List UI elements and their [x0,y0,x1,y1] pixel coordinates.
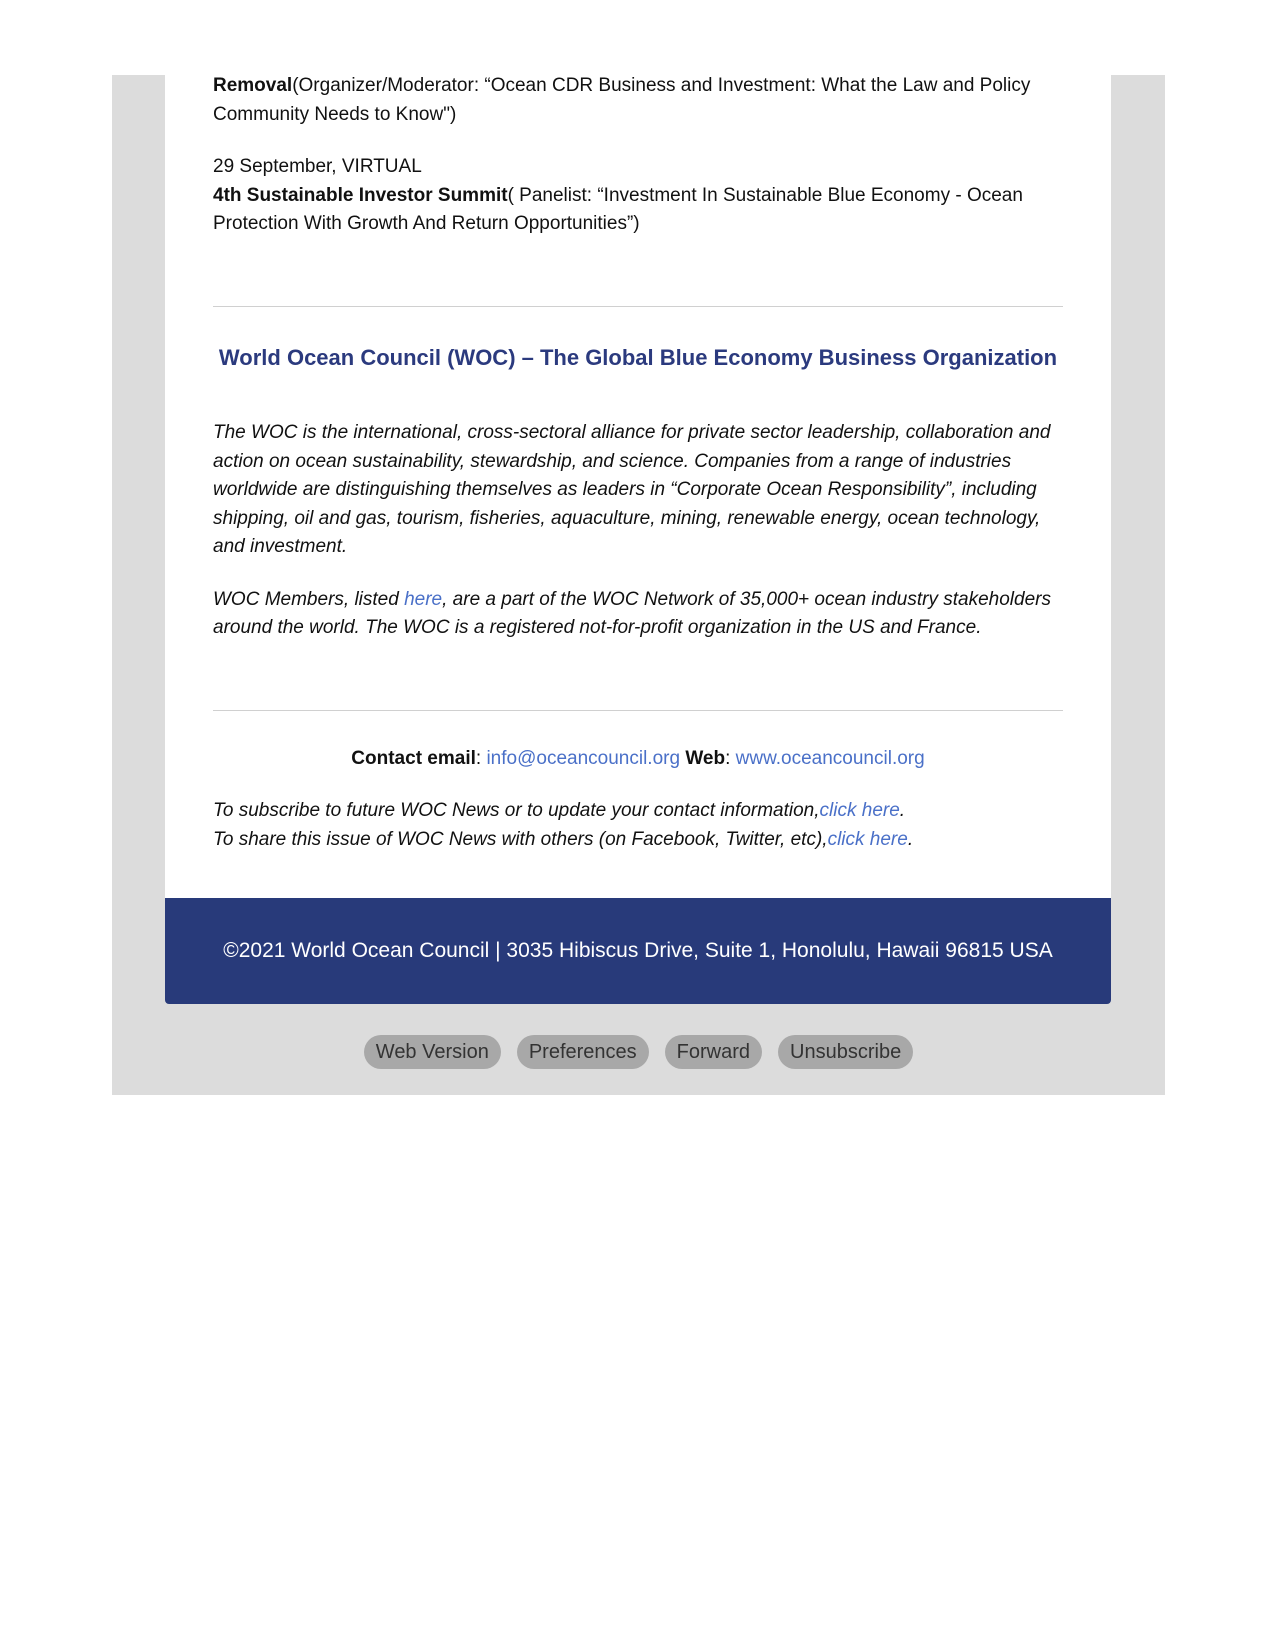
event-title: 4th Sustainable Investor Summit [213,184,508,206]
event-title: Removal [213,75,293,96]
events-section [213,72,1063,239]
members-here-link[interactable]: here [404,588,443,610]
about-title: World Ocean Council (WOC) – The Global Blue Economy Business Organization [218,345,1058,370]
event-detail: ( Panelist: “Investment In Sustainable Blue Economy - Ocean Protection With Growth And Return Opportunities”) [213,184,1023,234]
website-link[interactable]: www.oceancouncil.org [735,748,925,769]
share-line: To share this issue of WOC News with others (on Facebook, Twitter, etc),click here. [213,828,914,850]
event-item-investor-summit [213,182,1063,239]
web-version-button[interactable]: Web Version [364,1035,501,1069]
contact-email-link[interactable]: info@oceancouncil.org [486,748,681,769]
contact-line: Contact email: info@oceancouncil.org Web: www.oceancouncil.org [351,748,925,769]
section-divider [213,710,1063,711]
section-divider [213,306,1063,307]
subscribe-section [213,797,1063,854]
members-paragraph: WOC Members, listed here, are a part of the WOC Network of 35,000+ ocean industry stakeholders around the world. The WOC is a registered not-for-profit organization in the US and France. [213,588,1051,638]
contact-email-label: Contact email [351,748,476,769]
footer-links [112,1035,1165,1069]
event-detail: (Organizer/Moderator: “Ocean CDR Business and Investment: What the Law and Policy Community Needs to Know") [213,75,1031,125]
about-paragraph: The WOC is the international, cross-sectoral alliance for private sector leadership, collaboration and action on ocean sustainability, stewardship, and science. Companies from a range of industries worldwide are distinguishing themselves as leaders in “Corporate Ocean Responsibility”, including shipping, oil and gas, tourism, fisheries, aquaculture, mining, renewable energy, ocean technology, and investment. [213,422,1051,557]
event-item-removal [213,72,1063,129]
unsubscribe-button[interactable]: Unsubscribe [778,1035,913,1069]
web-label: Web [685,748,726,769]
subscribe-line: To subscribe to future WOC News or to update your contact information,click here. [213,800,906,821]
forward-button[interactable]: Forward [665,1035,762,1069]
subscribe-click-here-link[interactable]: click here [819,800,900,821]
about-body [213,419,1063,643]
share-click-here-link[interactable]: click here [827,828,908,850]
footer-address-bar: ©2021 World Ocean Council | 3035 Hibiscus Drive, Suite 1, Honolulu, Hawaii 96815 USA [165,898,1111,1004]
event-date: 29 September, VIRTUAL [213,156,422,177]
preferences-button[interactable]: Preferences [517,1035,649,1069]
